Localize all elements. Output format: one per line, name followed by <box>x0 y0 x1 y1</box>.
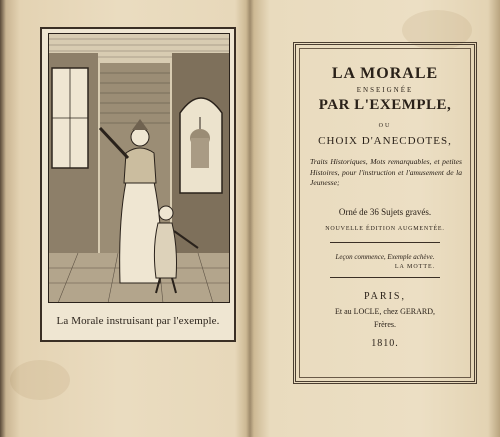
divider-rule <box>330 242 440 243</box>
description-text: Traits Historiques, Mots remarquables, et petites Histoires, pour l'instruction et l'amusement de la Jeunesse; <box>310 157 462 188</box>
title-frame <box>293 42 477 384</box>
imprint-year: 1810. <box>371 338 399 349</box>
subtitle-enseignee: ENSEIGNÉE <box>356 86 414 94</box>
imprint-city: PARIS, <box>364 291 406 302</box>
engraving-plate <box>40 27 236 342</box>
divider-rule <box>330 277 440 278</box>
subtitle-par-lexemple: PAR L'EXEMPLE, <box>318 97 452 113</box>
title-page <box>252 0 500 437</box>
frontispiece-caption: La Morale instruisant par l'exemple. <box>56 315 220 327</box>
frontispiece-engraving <box>48 33 230 303</box>
imprint-publisher-line2: Frères. <box>374 320 396 329</box>
imprint-publisher: Et au LOCLE, chez GERARD, <box>335 307 435 316</box>
conjunction-ou: OU <box>378 123 392 129</box>
edition-note: NOUVELLE ÉDITION AUGMENTÉE. <box>325 226 445 232</box>
book-title: LA MORALE <box>331 65 439 82</box>
epigraph: Leçon commence, Exemple achève. <box>335 253 435 261</box>
paper-stain <box>10 360 70 400</box>
epigraph-author: LA MOTTE. <box>394 264 436 270</box>
subtitle-choix: CHOIX D'ANECDOTES, <box>318 135 452 147</box>
frontispiece-page <box>0 0 248 437</box>
title-frame-inner <box>299 48 471 378</box>
ornament-note: Orné de 36 Sujets gravés. <box>338 207 432 217</box>
